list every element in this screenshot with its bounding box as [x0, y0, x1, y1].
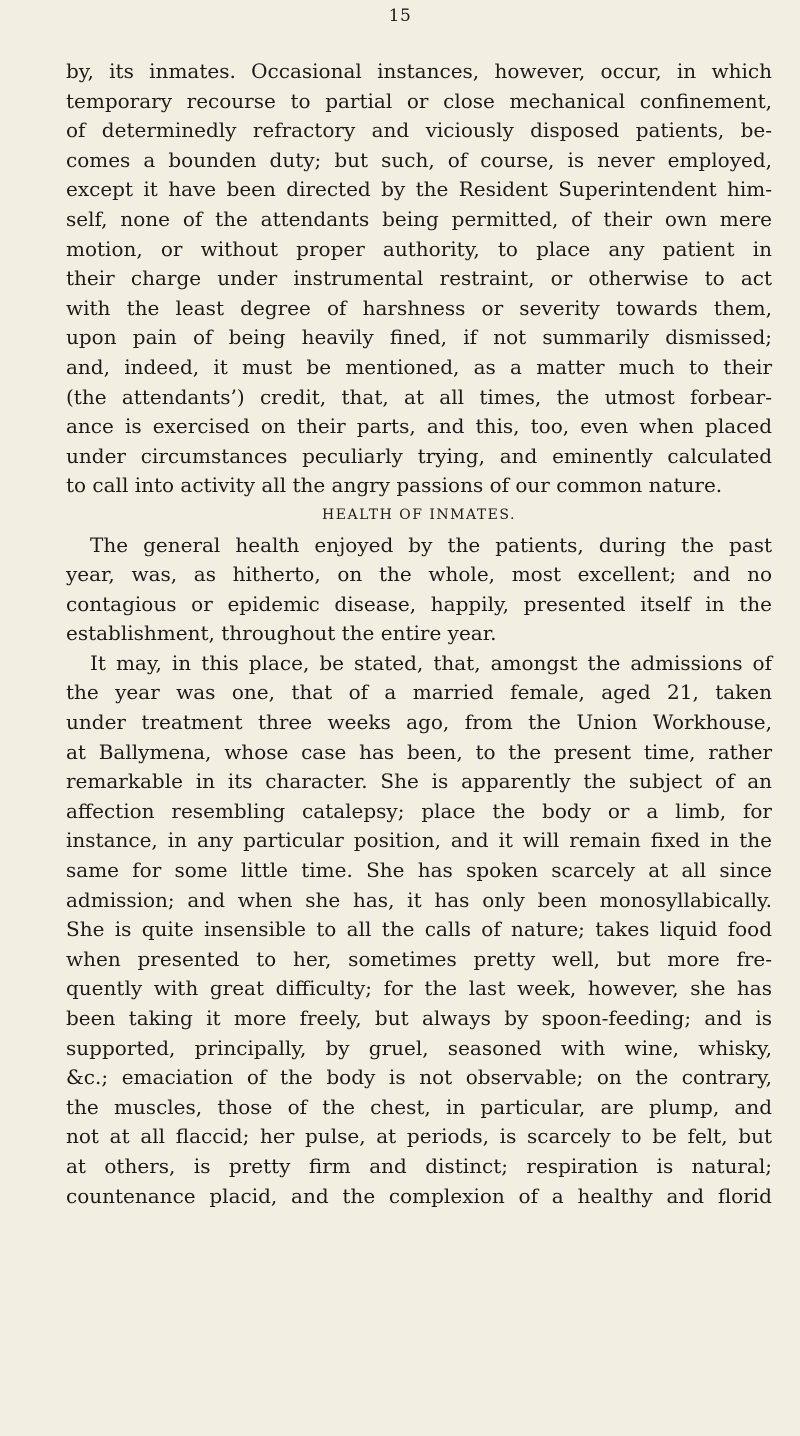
- text-line: not at all flaccid; her pulse, at periods, is scarcely to be felt, but: [66, 1124, 772, 1149]
- text-line: admission; and when she has, it has only been monosyllabically.: [66, 887, 772, 912]
- text-line: by, its inmates. Occasional instances, however, occur, in which: [66, 59, 772, 83]
- text-line: the muscles, those of the chest, in particular, are plump, and: [66, 1094, 772, 1119]
- text-line: affection resembling catalepsy; place the body or a limb, for: [66, 798, 772, 823]
- text-line: year, was, as hitherto, on the whole, most excellent; and no: [66, 562, 772, 587]
- text-line: countenance placid, and the complexion of a healthy and florid: [66, 1183, 772, 1208]
- paragraph-general-health: [66, 531, 772, 649]
- text-line: temporary recourse to partial or close mechanical confinement,: [66, 88, 772, 113]
- text-line: same for some little time. She has spoken scarcely at all since: [66, 858, 772, 883]
- text-line: instance, in any particular position, and it will remain fixed in the: [66, 828, 772, 853]
- text-line: except it have been directed by the Resident Superintendent him-: [66, 177, 772, 202]
- text-line: their charge under instrumental restraint, or otherwise to act: [66, 266, 772, 291]
- text-line: comes a bounden duty; but such, of course, is never employed,: [66, 147, 772, 172]
- text-line: It may, in this place, be stated, that, amongst the admissions of: [90, 650, 772, 675]
- text-line: to call into activity all the angry passions of our common nature.: [66, 473, 723, 498]
- section-heading: HEALTH OF INMATES.: [322, 506, 516, 523]
- text-line: and, indeed, it must be mentioned, as a matter much to their: [66, 354, 772, 379]
- text-line: with the least degree of harshness or severity towards them,: [66, 295, 772, 320]
- text-line: at Ballymena, whose case has been, to the present time, rather: [66, 739, 772, 764]
- text-line: (the attendants’) credit, that, at all times, the utmost forbear-: [66, 384, 772, 409]
- text-line: the year was one, that of a married female, aged 21, taken: [66, 680, 772, 705]
- text-line: contagious or epidemic disease, happily, presented itself in the: [66, 591, 772, 616]
- text-line: self, none of the attendants being permitted, of their own mere: [66, 206, 772, 231]
- paragraph-case-report: [66, 649, 772, 1211]
- text-line: been taking it more freely, but always by spoon-feeding; and is: [66, 1006, 772, 1030]
- text-line: &c.; emaciation of the body is not observable; on the contrary,: [66, 1065, 772, 1090]
- paragraph-restraint: [66, 57, 772, 501]
- text-line: remarkable in its character. She is apparently the subject of an: [66, 769, 772, 794]
- text-line: ance is exercised on their parts, and this, too, even when placed: [66, 414, 772, 439]
- text-line: when presented to her, sometimes pretty well, but more fre-: [66, 946, 772, 971]
- text-line: motion, or without proper authority, to place any patient in: [66, 236, 772, 261]
- page-number: 15: [388, 6, 412, 26]
- text-line: under treatment three weeks ago, from the Union Workhouse,: [66, 710, 772, 735]
- text-line: upon pain of being heavily fined, if not summarily dismissed;: [66, 325, 772, 350]
- text-line: She is quite insensible to all the calls of nature; takes liquid food: [66, 917, 772, 942]
- body-text: [66, 57, 772, 1211]
- text-line: establishment, throughout the entire year.: [66, 621, 497, 646]
- text-line: at others, is pretty firm and distinct; respiration is natural;: [66, 1153, 772, 1178]
- text-line: quently with great difficulty; for the last week, however, she has: [66, 976, 772, 1001]
- text-line: The general health enjoyed by the patients, during the past: [90, 532, 772, 557]
- text-line: of determinedly refractory and viciously disposed patients, be-: [66, 118, 772, 143]
- text-line: under circumstances peculiarly trying, and eminently calculated: [66, 443, 772, 468]
- text-line: supported, principally, by gruel, seasoned with wine, whisky,: [66, 1035, 772, 1060]
